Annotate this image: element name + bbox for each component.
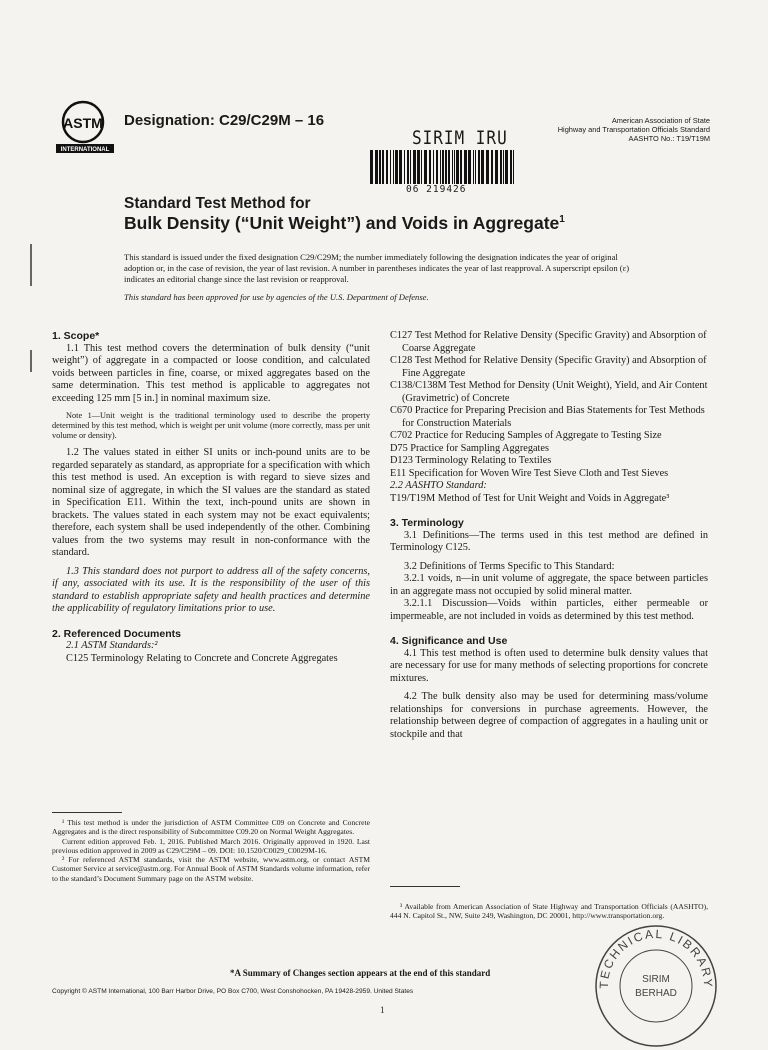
section-1-2: 1.2 The values stated in either SI units or inch-pound units are to be regarded separately as standard, as appropriate for a specification with which this test method is used. An exception is with regard to sieve sizes and nominal size of aggregate, in which the SI values are the standard as stated in Specification E11. Within the text, inch-pound units are shown in brackets. The values stated in each system may not be exact equivalents; therefore, each system shall be used independently of the other. Combining values from the two systems may result in non-conformance with the standard. — [52, 447, 370, 558]
barcode-bar — [421, 150, 422, 184]
reference-item: C138/C138M Test Method for Density (Unit Weight), Yield, and Air Content (Gravimetric) of Concrete — [390, 380, 708, 404]
barcode-bar — [505, 150, 508, 184]
footnote-rule — [390, 886, 460, 887]
astm-standards-label: 2.1 ASTM Standards:² — [66, 640, 158, 651]
aashto-line3: AASHTO No.: T19/T19M — [628, 134, 710, 143]
barcode-bar — [495, 150, 498, 184]
section-3-2: 3.2 Definitions of Terms Specific to This Standard: — [404, 560, 615, 572]
barcode-bar — [375, 150, 378, 184]
barcode-bar — [473, 150, 474, 184]
barcode-bar — [429, 150, 431, 184]
aashto-line2: Highway and Transportation Officials Standard — [557, 125, 710, 134]
reference-item: D75 Practice for Sampling Aggregates — [390, 442, 549, 454]
section-3-2-1: 3.2.1 voids, n—in unit volume of aggregate, the space between particles in an aggregate mass not occupied by solid mineral matter. — [390, 573, 708, 597]
aashto-line1: American Association of State — [611, 116, 710, 125]
note-1: Note 1—Unit weight is the traditional terminology used to describe the property determined by this test method, which is weight per unit volume (more correctly, mass per unit volume or density). — [52, 411, 370, 440]
footnotes-right — [390, 902, 708, 921]
footnote-3: ³ Available from American Association of State Highway and Transportation Officials (AASHTO), 444 N. Capitol St., NW, Suite 249, Washington, DC 20001, http://www.transportation.org. — [390, 902, 708, 921]
barcode-bar — [410, 150, 411, 184]
margin-change-bar — [30, 350, 32, 372]
barcode-bar — [382, 150, 384, 184]
copyright-line: Copyright © ASTM International, 100 Barr Harbor Drive, PO Box C700, West Conshohocken, PA 19428-2959. United States — [52, 988, 414, 995]
reference-item: C128 Test Method for Relative Density (Specific Gravity) and Absorption of Fine Aggregate — [390, 355, 707, 379]
barcode-bar — [440, 150, 441, 184]
barcode-bar — [370, 150, 373, 184]
left-column — [52, 330, 370, 665]
barcode-bar — [478, 150, 480, 184]
referenced-documents-heading: 2. Referenced Documents — [52, 627, 181, 640]
issued-statement: This standard is issued under the fixed designation C29/C29M; the number immediately following the designation indicates the year of original adoption or, in the case of revision, the year of last revision. A number in parentheses indicates the year of last reapproval. A superscript epsilon (ε) indicates an editorial change since the last revision or reapproval. — [124, 252, 630, 284]
astm-logo — [56, 98, 114, 156]
barcode-bar — [500, 150, 502, 184]
barcode-bar — [510, 150, 512, 184]
significance-heading: 4. Significance and Use — [390, 635, 508, 647]
designation: Designation: C29/C29M – 16 — [124, 112, 325, 129]
title-footnote-ref: 1 — [559, 214, 565, 226]
seal-line2: BERHAD — [635, 988, 677, 999]
right-column — [390, 330, 708, 741]
barcode-number: 06 219426 — [406, 184, 467, 195]
aashto-block — [490, 116, 710, 143]
barcode-bar — [448, 150, 450, 184]
seal-arc-text: TECHNICAL LIBRARY — [596, 926, 716, 989]
sirim-library-seal — [592, 922, 720, 1050]
reference-item: E11 Specification for Woven Wire Test Sieve Cloth and Test Sieves — [390, 467, 669, 479]
sirim-stamp: SIRIM IRU — [412, 126, 508, 149]
margin-change-bar — [30, 244, 32, 286]
section-3-1: 3.1 Definitions—The terms used in this test method are defined in Terminology C125. — [390, 529, 708, 553]
barcode-bar — [464, 150, 467, 184]
barcode-bar — [413, 150, 416, 184]
barcode-bar — [456, 150, 459, 184]
footnote-rule — [52, 812, 122, 813]
astm-logo-subtext: INTERNATIONAL — [60, 147, 110, 153]
page-number: 1 — [380, 1005, 385, 1015]
barcode-bar — [442, 150, 444, 184]
footnotes-left — [52, 818, 370, 883]
summary-of-changes-note: *A Summary of Changes section appears at the end of this standard — [230, 968, 491, 978]
reference-c125: C125 Terminology Relating to Concrete and Concrete Aggregates — [66, 652, 338, 664]
barcode-bar — [468, 150, 471, 184]
section-4-2: 4.2 The bulk density also may be used for determining mass/volume relationships for conversions in purchase agreements. However, the relationship between degree of compaction of aggregates in a hauling unit or stockpile and that — [390, 691, 708, 740]
reference-item: D123 Terminology Relating to Textiles — [390, 455, 552, 466]
barcode-bar — [481, 150, 484, 184]
approved-statement: This standard has been approved for use by agencies of the U.S. Department of Defense. — [124, 292, 429, 302]
section-1-3: 1.3 This standard does not purport to address all of the safety concerns, if any, associated with its use. It is the responsibility of the user of this standard to establish appropriate safety and health practices and determine the applicability of regulatory limitations prior to use. — [52, 565, 370, 614]
barcode-bar — [404, 150, 405, 184]
barcode-bar — [460, 150, 462, 184]
title-line1: Standard Test Method for — [124, 195, 311, 212]
section-3-2-1-1: 3.2.1.1 Discussion—Voids within particles, either permeable or impermeable, are not included in voids as determined by this test method. — [390, 598, 708, 622]
barcode-bar — [436, 150, 438, 184]
barcode-bar — [417, 150, 420, 184]
scope-heading: 1. Scope* — [52, 330, 100, 342]
reference-item: C702 Practice for Reducing Samples of Aggregate to Testing Size — [390, 430, 662, 441]
barcode-bar — [491, 150, 493, 184]
barcode-bar — [433, 150, 434, 184]
barcode-bar — [452, 150, 453, 184]
aashto-standard-label: 2.2 AASHTO Standard: — [390, 480, 487, 491]
footnote-2: ² For referenced ASTM standards, visit the ASTM website, www.astm.org, or contact ASTM Customer Service at service@astm.org. For Annual Book of ASTM Standards volume information, refer to the standard’s Document Summary page on the ASTM website. — [52, 855, 370, 883]
barcode-bar — [475, 150, 476, 184]
footnote-1: ¹ This test method is under the jurisdiction of ASTM Committee C09 on Concrete and Concrete Aggregates and is the direct responsibility of Subcommittee C09.20 on Normal Weight Aggregates. — [52, 818, 370, 837]
barcode-bar — [386, 150, 388, 184]
section-4-1: 4.1 This test method is often used to determine bulk density values that are necessary for use for many methods of selecting proportions for concrete mixtures. — [390, 647, 708, 684]
reference-t19: T19/T19M Method of Test for Unit Weight and Voids in Aggregate³ — [390, 492, 670, 504]
barcode-bar — [424, 150, 427, 184]
terminology-heading: 3. Terminology — [390, 517, 464, 529]
reference-item: C127 Test Method for Relative Density (Specific Gravity) and Absorption of Coarse Aggregate — [390, 330, 707, 354]
barcode-bar — [395, 150, 398, 184]
barcode-bar — [390, 150, 391, 184]
footnote-1-edition: Current edition approved Feb. 1, 2016. Published March 2016. Originally approved in 1920. Last previous edition approved in 2009 as C29/C29M – 09. DOI: 10.1520/C0029_C0029M-16. — [52, 836, 370, 855]
barcode-bar — [407, 150, 409, 184]
section-1-1: 1.1 This test method covers the determination of bulk density (“unit weight”) of aggregate in a compacted or loose condition, and calculated voids between particles in fine, coarse, or mixed aggregates based on the same determination. This test method is applicable to aggregates not exceeding 125 mm [5 in.] in nominal maximum size. — [52, 342, 370, 404]
astm-logo-text: ASTM — [63, 115, 103, 131]
barcode-bar — [445, 150, 447, 184]
barcode-bar — [503, 150, 504, 184]
title-text: Bulk Density (“Unit Weight”) and Voids in Aggregate — [124, 213, 560, 233]
barcode-bar — [393, 150, 394, 184]
barcode-bar — [379, 150, 381, 184]
barcode-bar — [399, 150, 402, 184]
barcode-bar — [513, 150, 514, 184]
seal-line1: SIRIM — [642, 974, 670, 985]
barcode — [368, 150, 518, 184]
barcode-bar — [486, 150, 489, 184]
barcode-bar — [454, 150, 455, 184]
reference-item: C670 Practice for Preparing Precision and Bias Statements for Test Methods for Construction Materials — [390, 405, 705, 429]
title-line2 — [124, 213, 565, 234]
